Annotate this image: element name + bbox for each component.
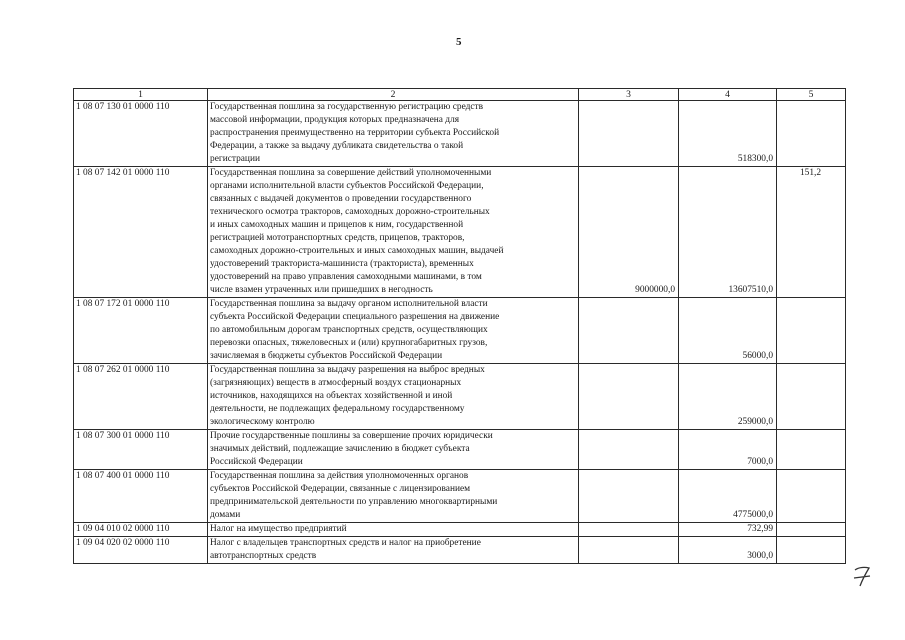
revenue-name-cell [208, 523, 579, 537]
revenue-name-line: органами исполнительной власти субъектов Российской Федерации, [210, 181, 484, 191]
amount-cell-c3 [579, 364, 679, 430]
amount-cell-c3 [579, 298, 679, 364]
amount-cell-c3: 9000000,0 [579, 167, 679, 298]
revenue-name-line: Налог с владельцев транспортных средств и налог на приобретение [210, 538, 481, 548]
column-header: 5 [777, 89, 846, 101]
revenue-name-cell [208, 537, 579, 564]
revenue-name-line: Федерации, а также за выдачу дубликата свидетельства о такой [210, 141, 464, 151]
revenue-name-line: Российской Федерации [210, 457, 303, 467]
revenue-name-line: по автомобильным дорогам транспортных средств, осуществляющих [210, 325, 488, 335]
revenue-name-line: Налог на имущество предприятий [210, 524, 347, 534]
table-header-row [74, 89, 846, 101]
revenue-name-line: регистрацией мототранспортных средств, прицепов, тракторов, [210, 233, 465, 243]
table-row [74, 430, 846, 470]
revenue-name-line: Государственная пошлина за действия уполномоченных органов [210, 471, 469, 481]
revenue-name-line: субъекта Российской Федерации специального разрешения на движение [210, 312, 500, 322]
revenue-name-line: (загрязняющих) веществ в атмосферный воздух стационарных [210, 378, 462, 388]
percent-cell [777, 298, 846, 364]
revenue-name-line: регистрации [210, 154, 260, 164]
percent-cell [777, 430, 846, 470]
revenue-name-line: самоходных дорожно-строительных и иных самоходных машин, выдачей [210, 246, 504, 256]
percent-cell [777, 523, 846, 537]
revenue-name-line: удостоверений тракториста-машиниста (тракториста), временных [210, 259, 474, 269]
revenue-name-line: и иных самоходных машин и прицепов к ним, государственной [210, 220, 464, 230]
revenue-name-line: связанных с выдачей документов о проведении государственного [210, 194, 472, 204]
revenue-name-line: источников, находящихся на объектах хозяйственной и иной [210, 391, 453, 401]
percent-cell [777, 470, 846, 523]
amount-cell-c4: 732,99 [679, 523, 777, 537]
revenue-name-cell [208, 364, 579, 430]
amount-cell-c3 [579, 430, 679, 470]
amount-cell-c4: 4775000,0 [679, 470, 777, 523]
column-header: 3 [579, 89, 679, 101]
amount-cell-c4: 7000,0 [679, 430, 777, 470]
amount-cell-c4: 13607510,0 [679, 167, 777, 298]
budget-code-cell: 1 09 04 010 02 0000 110 [74, 523, 208, 537]
revenue-name-line: зачисляемая в бюджеты субъектов Российской Федерации [210, 351, 443, 361]
percent-cell: 151,2 [777, 167, 846, 298]
revenue-name-line: деятельности, не подлежащих федеральному государственному [210, 404, 465, 414]
budget-code-cell: 1 08 07 300 01 0000 110 [74, 430, 208, 470]
revenue-name-line: Прочие государственные пошлины за совершение прочих юридически [210, 431, 493, 441]
table-row [74, 298, 846, 364]
budget-code-cell: 1 08 07 172 01 0000 110 [74, 298, 208, 364]
amount-cell-c4: 518300,0 [679, 101, 777, 167]
revenue-name-line: технического осмотра тракторов, самоходных дорожно-строительных [210, 207, 490, 217]
amount-cell-c3 [579, 101, 679, 167]
table-row [74, 523, 846, 537]
table-row [74, 364, 846, 430]
amount-cell-c3 [579, 470, 679, 523]
revenue-name-line: предпринимательской деятельности по управлению многоквартирными [210, 497, 498, 507]
column-header: 1 [74, 89, 208, 101]
revenue-name-line: домами [210, 510, 241, 520]
percent-cell [777, 101, 846, 167]
percent-cell [777, 537, 846, 564]
revenue-name-cell [208, 298, 579, 364]
page-number: 5 [456, 36, 462, 48]
budget-code-cell: 1 08 07 400 01 0000 110 [74, 470, 208, 523]
revenue-name-line: массовой информации, продукция которых предназначена для [210, 115, 460, 125]
revenue-name-line: числе взамен утраченных или пришедших в негодность [210, 285, 433, 295]
revenue-table [73, 88, 846, 564]
amount-cell-c3 [579, 537, 679, 564]
table-row [74, 537, 846, 564]
budget-code-cell: 1 08 07 262 01 0000 110 [74, 364, 208, 430]
handwritten-initial-mark [852, 562, 874, 590]
budget-code-cell: 1 08 07 142 01 0000 110 [74, 167, 208, 298]
amount-cell-c4: 259000,0 [679, 364, 777, 430]
revenue-name-cell [208, 101, 579, 167]
revenue-name-line: перевозки опасных, тяжеловесных и (или) крупногабаритных грузов, [210, 338, 488, 348]
percent-cell [777, 364, 846, 430]
column-header: 4 [679, 89, 777, 101]
amount-cell-c4: 56000,0 [679, 298, 777, 364]
table-row [74, 470, 846, 523]
budget-code-cell: 1 08 07 130 01 0000 110 [74, 101, 208, 167]
revenue-name-line: удостоверений на право управления самоходными машинами, в том [210, 272, 482, 282]
table-row [74, 167, 846, 298]
revenue-name-cell [208, 430, 579, 470]
revenue-name-cell [208, 470, 579, 523]
revenue-name-line: распространения преимущественно на территории субъекта Российской [210, 128, 500, 138]
revenue-name-line: экологическому контролю [210, 417, 315, 427]
revenue-name-line: Государственная пошлина за выдачу разрешения на выброс вредных [210, 365, 485, 375]
budget-code-cell: 1 09 04 020 02 0000 110 [74, 537, 208, 564]
revenue-name-line: Государственная пошлина за государственную регистрацию средств [210, 102, 484, 112]
revenue-name-line: Государственная пошлина за совершение действий уполномоченными [210, 168, 492, 178]
revenue-name-line: Государственная пошлина за выдачу органом исполнительной власти [210, 299, 488, 309]
revenue-name-line: субъектов Российской Федерации, связанные с лицензированием [210, 484, 471, 494]
amount-cell-c4: 3000,0 [679, 537, 777, 564]
revenue-name-cell [208, 167, 579, 298]
amount-cell-c3 [579, 523, 679, 537]
column-header: 2 [208, 89, 579, 101]
table-row [74, 101, 846, 167]
revenue-name-line: автотранспортных средств [210, 551, 317, 561]
revenue-name-line: значимых действий, подлежащие зачислению в бюджет субъекта [210, 444, 470, 454]
